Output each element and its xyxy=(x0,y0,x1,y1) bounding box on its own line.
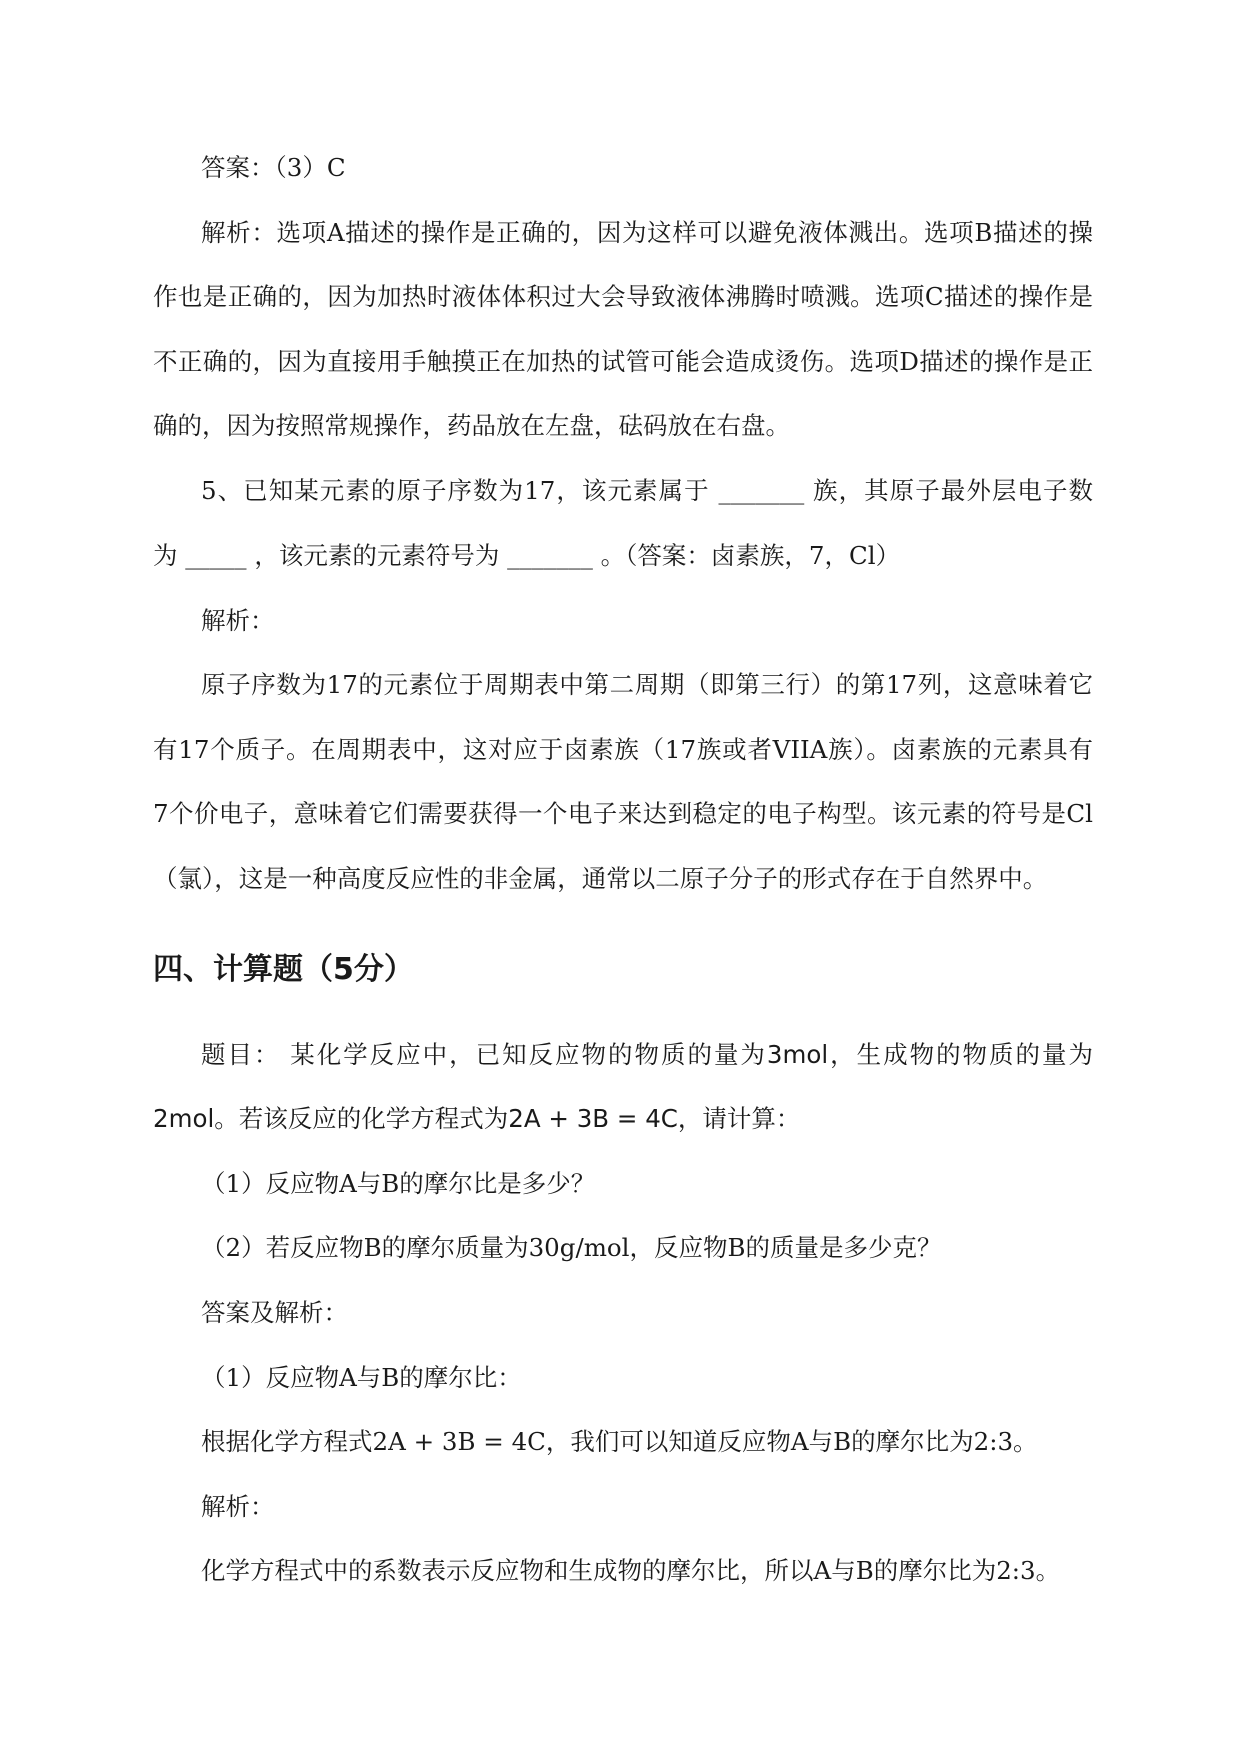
explanation-paragraph-line: （氯），这是一种高度反应性的非金属，通常以二原子分子的形式存在于自然界中。 xyxy=(153,864,1048,893)
question-5-line: 为 _____ ，该元素的元素符号为 _______ 。（答案：卤素族，7，Cl） xyxy=(153,541,901,570)
answer-line: 答案：（3）C xyxy=(201,153,346,182)
explanation-paragraph-line: 7个价电子，意味着它们需要获得一个电子来达到稳定的电子构型。该元素的符号是Cl xyxy=(153,799,1093,828)
analysis-text: 化学方程式中的系数表示反应物和生成物的摩尔比，所以A与B的摩尔比为2:3。 xyxy=(201,1556,1061,1585)
problem-statement-line: 题目： 某化学反应中，已知反应物的物质的量为3mol，生成物的物质的量为 xyxy=(201,1040,1093,1069)
sub-question-2: （2）若反应物B的摩尔质量为30g/mol，反应物B的质量是多少克？ xyxy=(201,1233,942,1262)
analysis-label: 解析： xyxy=(201,606,275,635)
analysis-paragraph-line: 作也是正确的，因为加热时液体体积过大会导致液体沸腾时喷溅。选项C描述的操作是 xyxy=(153,282,1093,311)
question-5-line: 5、已知某元素的原子序数为17，该元素属于 _______ 族，其原子最外层电子数 xyxy=(201,476,1093,505)
analysis-paragraph-line: 解析：选项A描述的操作是正确的，因为这样可以避免液体溅出。选项B描述的操 xyxy=(201,218,1093,247)
explanation-paragraph-line: 有17个质子。在周期表中，这对应于卤素族（17族或者VIIA族）。卤素族的元素具有 xyxy=(153,735,1093,764)
explanation-paragraph-line: 原子序数为17的元素位于周期表中第二周期（即第三行）的第17列，这意味着它 xyxy=(201,670,1093,699)
answer-part-1-text: 根据化学方程式2A + 3B = 4C，我们可以知道反应物A与B的摩尔比为2:3。 xyxy=(201,1427,1038,1456)
answer-heading: 答案及解析： xyxy=(201,1298,348,1327)
sub-question-1: （1）反应物A与B的摩尔比是多少？ xyxy=(201,1169,596,1198)
problem-statement-line: 2mol。若该反应的化学方程式为2A + 3B = 4C，请计算： xyxy=(153,1104,801,1133)
analysis-label: 解析： xyxy=(201,1492,275,1521)
analysis-paragraph-line: 不正确的，因为直接用手触摸正在加热的试管可能会造成烫伤。选项D描述的操作是正 xyxy=(153,347,1093,376)
analysis-paragraph-line: 确的，因为按照常规操作，药品放在左盘，砝码放在右盘。 xyxy=(153,411,790,440)
section-heading: 四、计算题（5分） xyxy=(153,952,414,987)
answer-part-1-label: （1）反应物A与B的摩尔比： xyxy=(201,1363,522,1392)
